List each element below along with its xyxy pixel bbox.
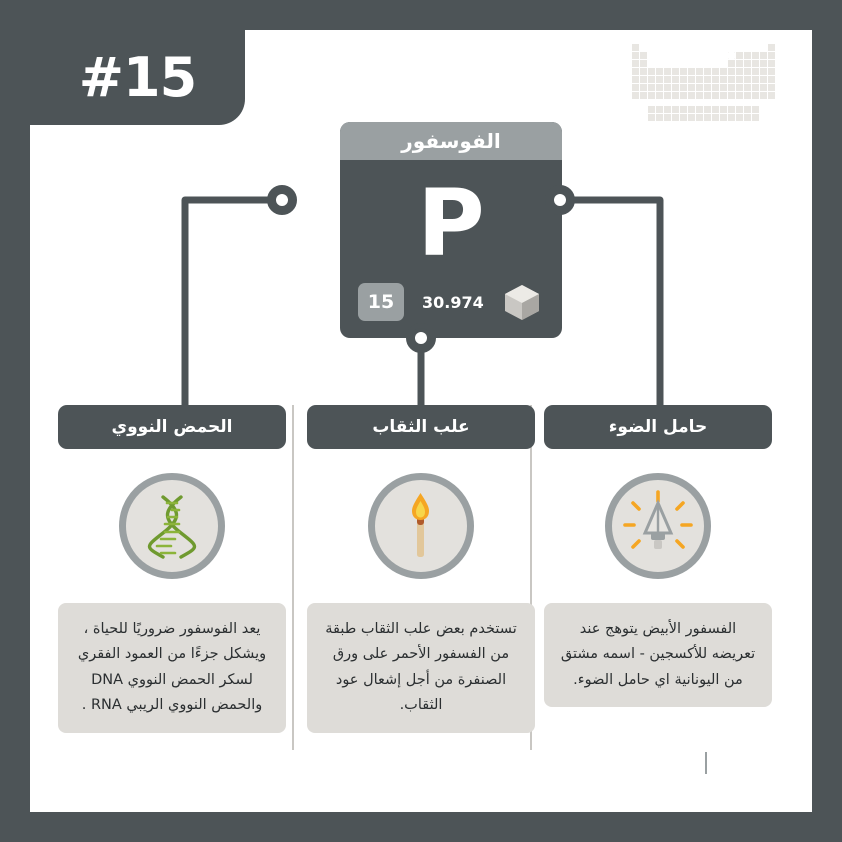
fact-title-light: حامل الضوء — [544, 405, 772, 449]
lit-match-icon — [368, 473, 474, 579]
fact-card-light — [544, 405, 772, 707]
element-number-badge-label: #15 — [78, 46, 197, 109]
fact-text-dna: يعد الفوسفور ضروريًا للحياة ، ويشكل جزءًا من العمود الفقري لسكر الحمض النووي DNA والحمض النووي الريبي RNA . — [58, 603, 286, 733]
fact-card-dna — [58, 405, 286, 733]
element-name: الفوسفور — [340, 122, 562, 160]
dna-helix-icon — [119, 473, 225, 579]
corner-tick-mark — [705, 752, 707, 774]
atomic-number: 15 — [358, 283, 404, 321]
fact-title-matches: علب الثقاب — [307, 405, 535, 449]
element-symbol: P — [417, 170, 485, 277]
fact-card-matches — [307, 405, 535, 733]
glowing-lamp-icon — [605, 473, 711, 579]
facts-row — [30, 30, 812, 812]
fact-text-light: الفسفور الأبيض يتوهج عند تعريضه للأكسجين - اسمه مشتق من اليونانية اي حامل الضوء. — [544, 603, 772, 707]
atomic-mass: 30.974 — [422, 292, 484, 312]
poster-canvas — [30, 30, 812, 812]
fact-text-matches: تستخدم بعض علب الثقاب طبقة من الفسفور الأحمر على ورق الصنفرة من أجل إشعال عود الثقاب. — [307, 603, 535, 733]
fact-title-dna: الحمض النووي — [58, 405, 286, 449]
